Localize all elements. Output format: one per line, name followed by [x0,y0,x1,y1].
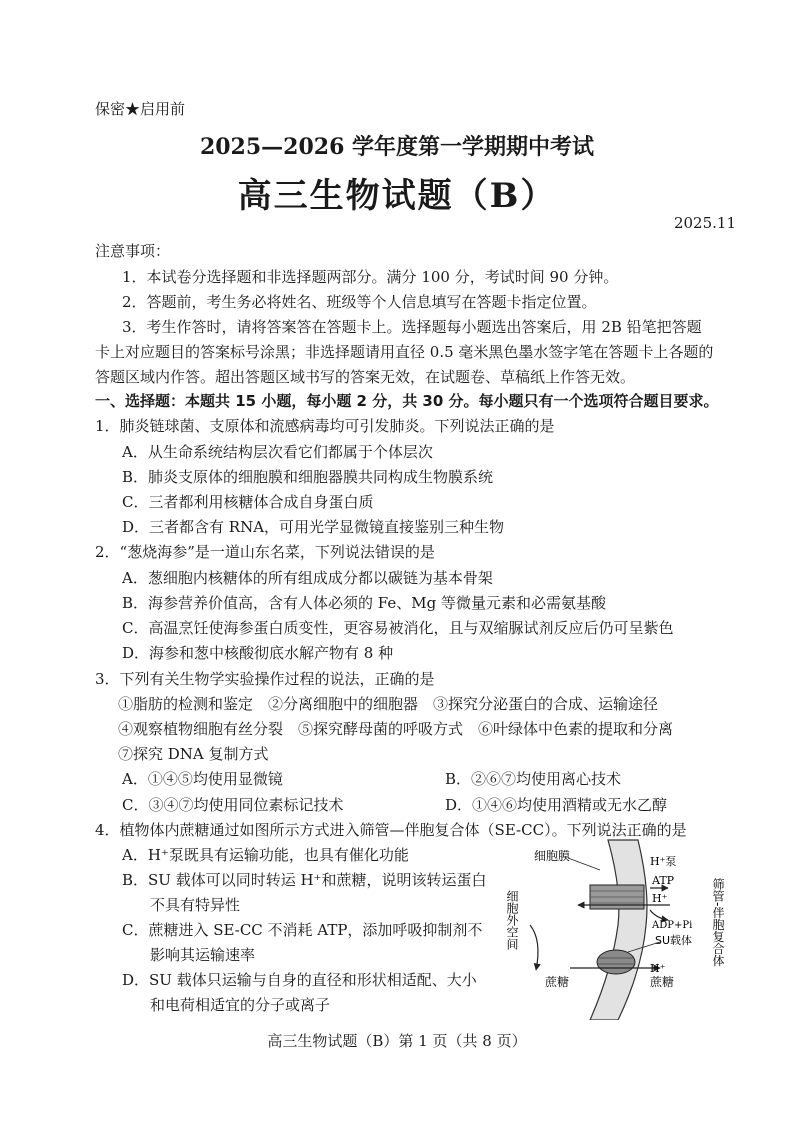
notice-item: 3．考生作答时，请将答案答在答题卡上。选择题每小题选出答案后，用 2B 铅笔把答题 [122,318,702,336]
curved-arrow [530,925,538,970]
membrane-transport-diagram [500,830,740,1020]
question-option: B．SU 载体可以同时转运 H⁺和蔗糖，说明该转运蛋白 [122,871,487,889]
question-option: A．葱细胞内核糖体的所有组成成分都以碳链为基本骨架 [122,569,493,587]
question-option: A．从生命系统结构层次看它们都属于个体层次 [122,443,433,461]
notice-item: 2．答题前，考生务必将姓名、班级等个人信息填写在答题卡指定位置。 [122,293,597,311]
question-option: B．②⑥⑦均使用离心技术 [445,770,622,788]
section-heading: 一、选择题：本题共 15 小题，每小题 2 分，共 30 分。每小题只有一个选项符合题目要求。 [95,392,719,410]
sucrose-left-label: 蔗糖 [545,975,570,989]
exam-name: 2025—2026 学年度第一学期期中考试 [199,134,595,160]
question-stem: 2．“葱烧海参”是一道山东名菜，下列说法错误的是 [95,543,435,561]
exam-date: 2025.11 [673,214,736,232]
question-option: C．③④⑦均使用同位素标记技术 [122,796,344,814]
notice-item: 卡上对应题目的答案标号涂黑；非选择题请用直径 0.5 毫米黑色墨水签字笔在答题卡上各题的 [95,343,714,361]
question-option: B．肺炎支原体的细胞膜和细胞器膜共同构成生物膜系统 [122,468,494,486]
complex-label: 筛管-伴胞复合体 [711,878,725,967]
notice-item: 答题区域内作答。超出答题区域书写的答案无效，在试题卷、草稿纸上作答无效。 [95,368,636,386]
question-option-cont: 影响其运输速率 [150,946,256,964]
h-pump-label: H⁺泵 [650,855,677,868]
question-stem: 1．肺炎链球菌、支原体和流感病毒均可引发肺炎。下列说法正确的是 [95,417,555,435]
question-option: D．海参和葱中核酸彻底水解产物有 8 种 [122,644,394,662]
membrane-band [590,840,647,1020]
adp-pi-label: ADP+Pi [652,920,693,931]
notice-heading: 注意事项： [95,242,171,260]
adp-arrow [650,910,668,920]
sucrose-right-label: 蔗糖 [650,975,675,989]
question-option: A．①④⑤均使用显微镜 [122,770,283,788]
experiment-list: ④观察植物细胞有丝分裂 ⑤探究酵母菌的呼吸方式 ⑥叶绿体中色素的提取和分离 [118,720,674,738]
atp-label: ATP [652,874,675,887]
notice-item: 1．本试卷分选择题和非选择题两部分。满分 100 分，考试时间 90 分钟。 [122,268,619,286]
outside-space-label: 细胞外空间 [505,890,519,950]
h-plus-right-label: H⁺ [650,962,666,975]
question-option: D．①④⑥均使用酒精或无水乙醇 [445,796,668,814]
question-stem: 4．植物体内蔗糖通过如图所示方式进入筛管—伴胞复合体（SE-CC）。下列说法正确的是 [95,821,687,839]
question-option: C．高温烹饪使海参蛋白质变性，更容易被消化，且与双缩脲试剂反应后仍可呈紫色 [122,619,674,637]
confidential-mark: 保密★启用前 [95,100,186,118]
question-option: C．三者都利用核糖体合成自身蛋白质 [122,493,374,511]
question-option-cont: 不具有特异性 [150,896,241,914]
h-plus-label: H⁺ [652,892,668,905]
membrane-label: 细胞膜 [534,849,571,863]
question-stem: 3．下列有关生物学实验操作过程的说法，正确的是 [95,670,435,688]
question-option: D．三者都含有 RNA，可用光学显微镜直接鉴别三种生物 [122,518,505,536]
question-option: A．H⁺泵既具有运输功能，也具有催化功能 [122,846,409,864]
question-option-cont: 和电荷相适宜的分子或离子 [150,996,331,1014]
question-option: D．SU 载体只运输与自身的直径和形状相适配、大小 [122,971,477,989]
experiment-list: ⑦探究 DNA 复制方式 [118,745,269,763]
question-option: C．蔗糖进入 SE-CC 不消耗 ATP，添加呼吸抑制剂不 [122,921,483,939]
su-carrier-shape [597,950,635,974]
page-title: 高三生物试题（B） [237,176,557,216]
question-option: B．海参营养价值高，含有人体必须的 Fe、Mg 等微量元素和必需氨基酸 [122,594,606,612]
su-carrier-label: SU载体 [655,934,693,947]
page-footer: 高三生物试题（B）第 1 页（共 8 页） [267,1032,527,1050]
experiment-list: ①脂肪的检测和鉴定 ②分离细胞中的细胞器 ③探究分泌蛋白的合成、运输途径 [118,695,659,713]
